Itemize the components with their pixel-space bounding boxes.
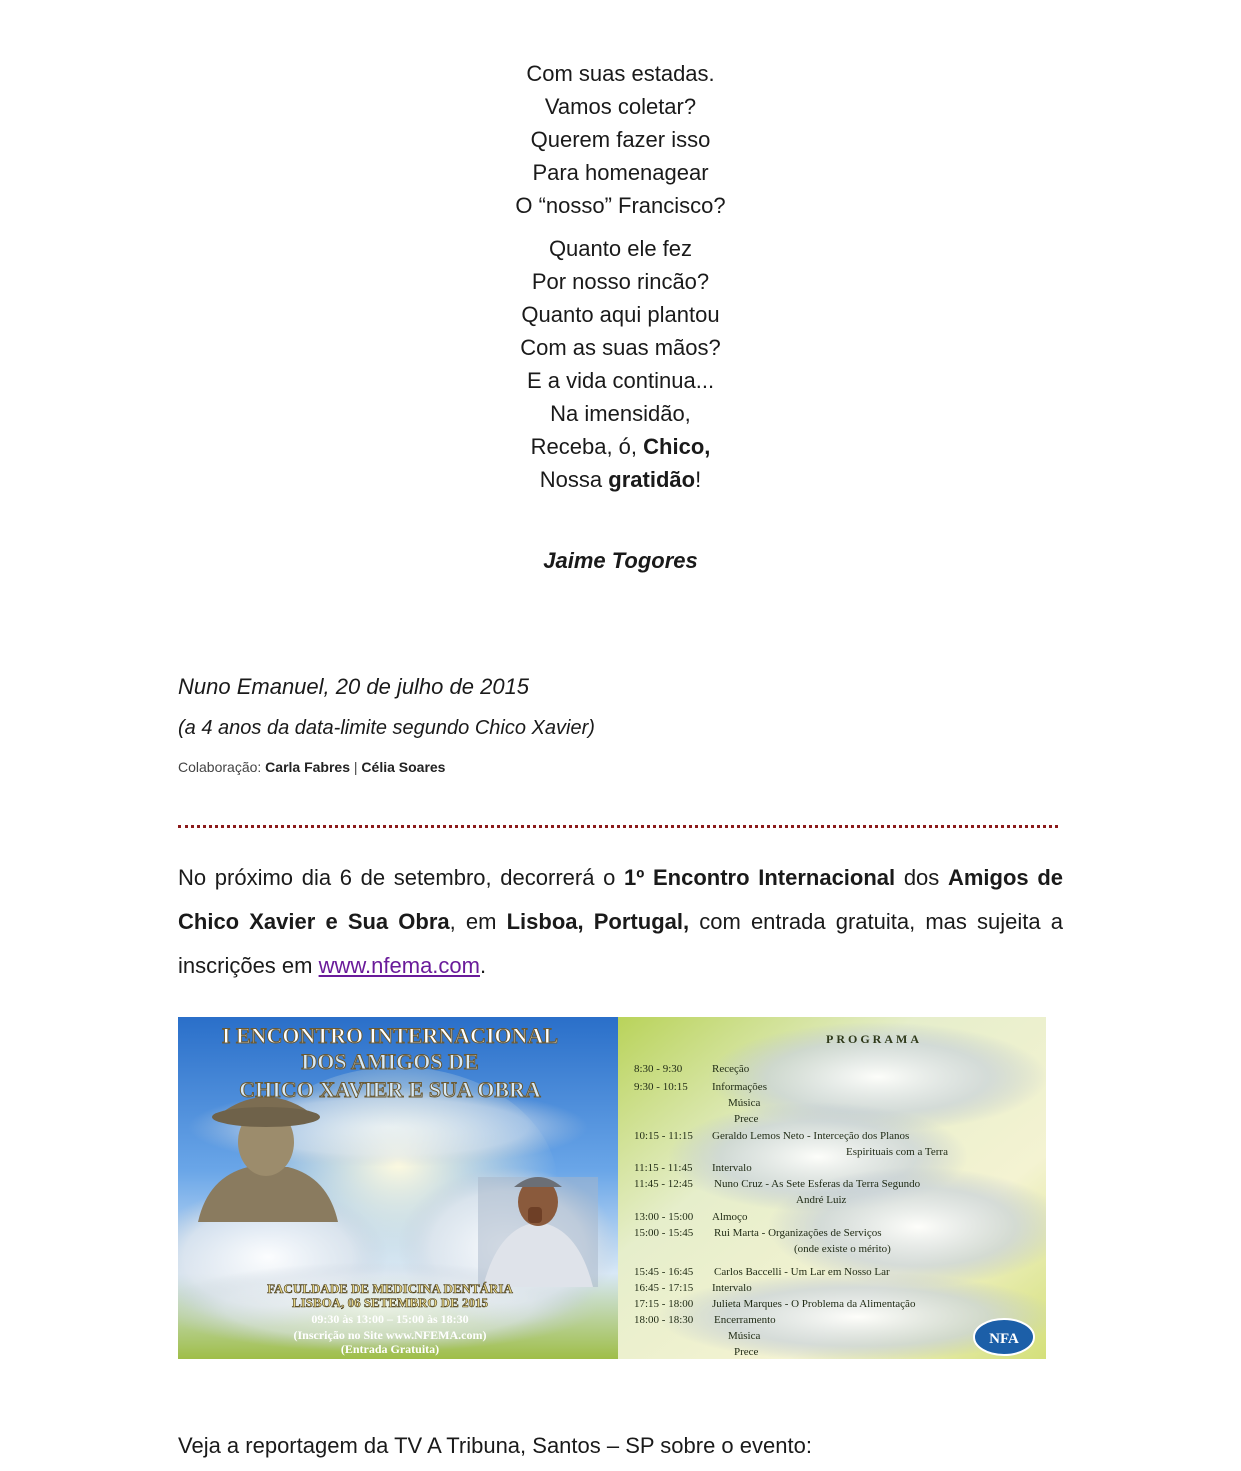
flyer-venue-line: 09:30 às 13:00 – 15:00 às 18:30: [311, 1312, 469, 1326]
announcement-text: No próximo dia 6 de setembro, decorrerá o: [178, 865, 625, 890]
program-desc: Receção: [712, 1063, 750, 1075]
poem-line: Quanto ele fez: [548, 236, 693, 261]
program-time: 10:15 - 11:15: [634, 1130, 693, 1142]
flyer-title-line: I ENCONTRO INTERNACIONAL: [221, 1023, 559, 1048]
signature-line: Nuno Emanuel, 20 de julho de 2015: [178, 674, 530, 699]
program-time: 18:00 - 18:30: [634, 1314, 694, 1326]
poem-line: Na imensidão,: [550, 401, 691, 426]
poem-line: Quanto aqui plantou: [521, 302, 720, 327]
poem-line: Querem fazer isso: [530, 127, 711, 152]
man-photo: [478, 1177, 598, 1287]
program-desc: Intervalo: [712, 1162, 752, 1174]
event-flyer-graphic: [178, 1017, 1046, 1359]
collab-name: Carla Fabres: [265, 759, 350, 775]
program-desc: Espirituais com a Terra: [846, 1146, 948, 1158]
program-time: 11:15 - 11:45: [634, 1162, 693, 1174]
announcement-text: , em: [449, 909, 507, 934]
poem-line: Com as suas mãos?: [520, 335, 721, 360]
poem-text: Receba, ó,: [530, 434, 644, 459]
poem-line: E a vida continua...: [526, 368, 715, 393]
program-desc: Nuno Cruz - As Sete Esferas da Terra Segundo: [714, 1178, 921, 1190]
flyer-venue-line: (Entrada Gratuita): [340, 1342, 440, 1356]
announcement-text: com entrada gratuita, mas sujeita a inscrições em: [178, 909, 1064, 978]
poem-line: [0, 463, 1241, 496]
signature-note: (a 4 anos da data-limite segundo Chico Xavier): [178, 717, 595, 739]
collab-name: Célia Soares: [361, 759, 446, 775]
poem-stanza-1: [0, 57, 1241, 222]
program-time: 15:45 - 16:45: [634, 1266, 694, 1278]
nfema-link[interactable]: www.nfema.com: [318, 953, 480, 978]
program-desc: Prece: [734, 1346, 759, 1358]
flyer-title-line: DOS AMIGOS DE: [301, 1049, 479, 1074]
program-desc: Almoço: [712, 1211, 748, 1223]
poem-line: O “nosso” Francisco?: [515, 193, 726, 218]
program-desc: Carlos Baccelli - Um Lar em Nosso Lar: [714, 1266, 890, 1278]
program-time: 15:00 - 15:45: [634, 1227, 694, 1239]
program-desc: Geraldo Lemos Neto - Interceção dos Planos: [712, 1130, 910, 1142]
dotted-divider: [178, 813, 1058, 828]
program-desc: Julieta Marques - O Problema da Alimentação: [712, 1298, 916, 1310]
program-time: 9:30 - 10:15: [634, 1081, 688, 1093]
poem-bold-text: Chico,: [643, 434, 711, 459]
program-time: 16:45 - 17:15: [634, 1282, 694, 1294]
poem-line: Com suas estadas.: [526, 61, 715, 86]
announcement-text: .: [479, 953, 487, 978]
flyer-venue-line: LISBOA, 06 SETEMBRO DE 2015: [291, 1295, 489, 1310]
nfema-logo: [974, 1319, 1034, 1355]
program-heading: PROGRAMA: [826, 1032, 922, 1046]
poem-line: Por nosso rincão?: [531, 269, 710, 294]
program-desc: Informações: [712, 1081, 767, 1093]
collaboration-credits: [178, 759, 445, 775]
poem-line: [0, 430, 1241, 463]
collab-label: Colaboração:: [178, 759, 266, 775]
poem-text: Nossa: [539, 467, 609, 492]
program-time: 11:45 - 12:45: [634, 1178, 693, 1190]
announcement-text: dos: [895, 865, 948, 890]
poem-line: Vamos coletar?: [544, 94, 697, 119]
event-flyer: [178, 1017, 1046, 1359]
announcement-bold: Lisboa, Portugal,: [506, 909, 690, 934]
program-desc: Intervalo: [712, 1282, 752, 1294]
flyer-title-line: CHICO XAVIER E SUA OBRA: [239, 1077, 541, 1102]
program-desc: Música: [728, 1330, 761, 1342]
flyer-venue-line: (Inscrição no Site www.NFEMA.com): [293, 1328, 487, 1342]
poem-line: Para homenagear: [532, 160, 709, 185]
poem-text: !: [695, 467, 702, 492]
program-time: 17:15 - 18:00: [634, 1298, 694, 1310]
announcement-bold: 1º Encontro Internacional: [624, 865, 896, 890]
program-desc: Música: [728, 1097, 761, 1109]
program-desc: André Luiz: [796, 1194, 847, 1206]
program-desc: (onde existe o mérito): [794, 1243, 891, 1255]
announcement-bold: Amigos de Chico Xavier e Sua Obra: [178, 865, 1063, 934]
poem-bold-text: gratidão: [608, 467, 696, 492]
poem-stanza-2: [0, 232, 1241, 496]
announcement-paragraph: [178, 856, 1063, 988]
program-desc: Prece: [734, 1113, 759, 1125]
program-time: 8:30 - 9:30: [634, 1063, 683, 1075]
tv-report-text: Veja a reportagem da TV A Tribuna, Santos – SP sobre o evento:: [178, 1433, 812, 1458]
collab-separator: |: [350, 759, 362, 775]
program-desc: Rui Marta - Organizações de Serviços: [714, 1227, 882, 1239]
program-time: 13:00 - 15:00: [634, 1211, 694, 1223]
flyer-venue-line: FACULDADE DE MEDICINA DENTÁRIA: [267, 1281, 513, 1296]
nfema-logo-text: NFA: [989, 1331, 1019, 1347]
poem-author: Jaime Togores: [543, 548, 698, 573]
program-desc: Encerramento: [714, 1314, 776, 1326]
